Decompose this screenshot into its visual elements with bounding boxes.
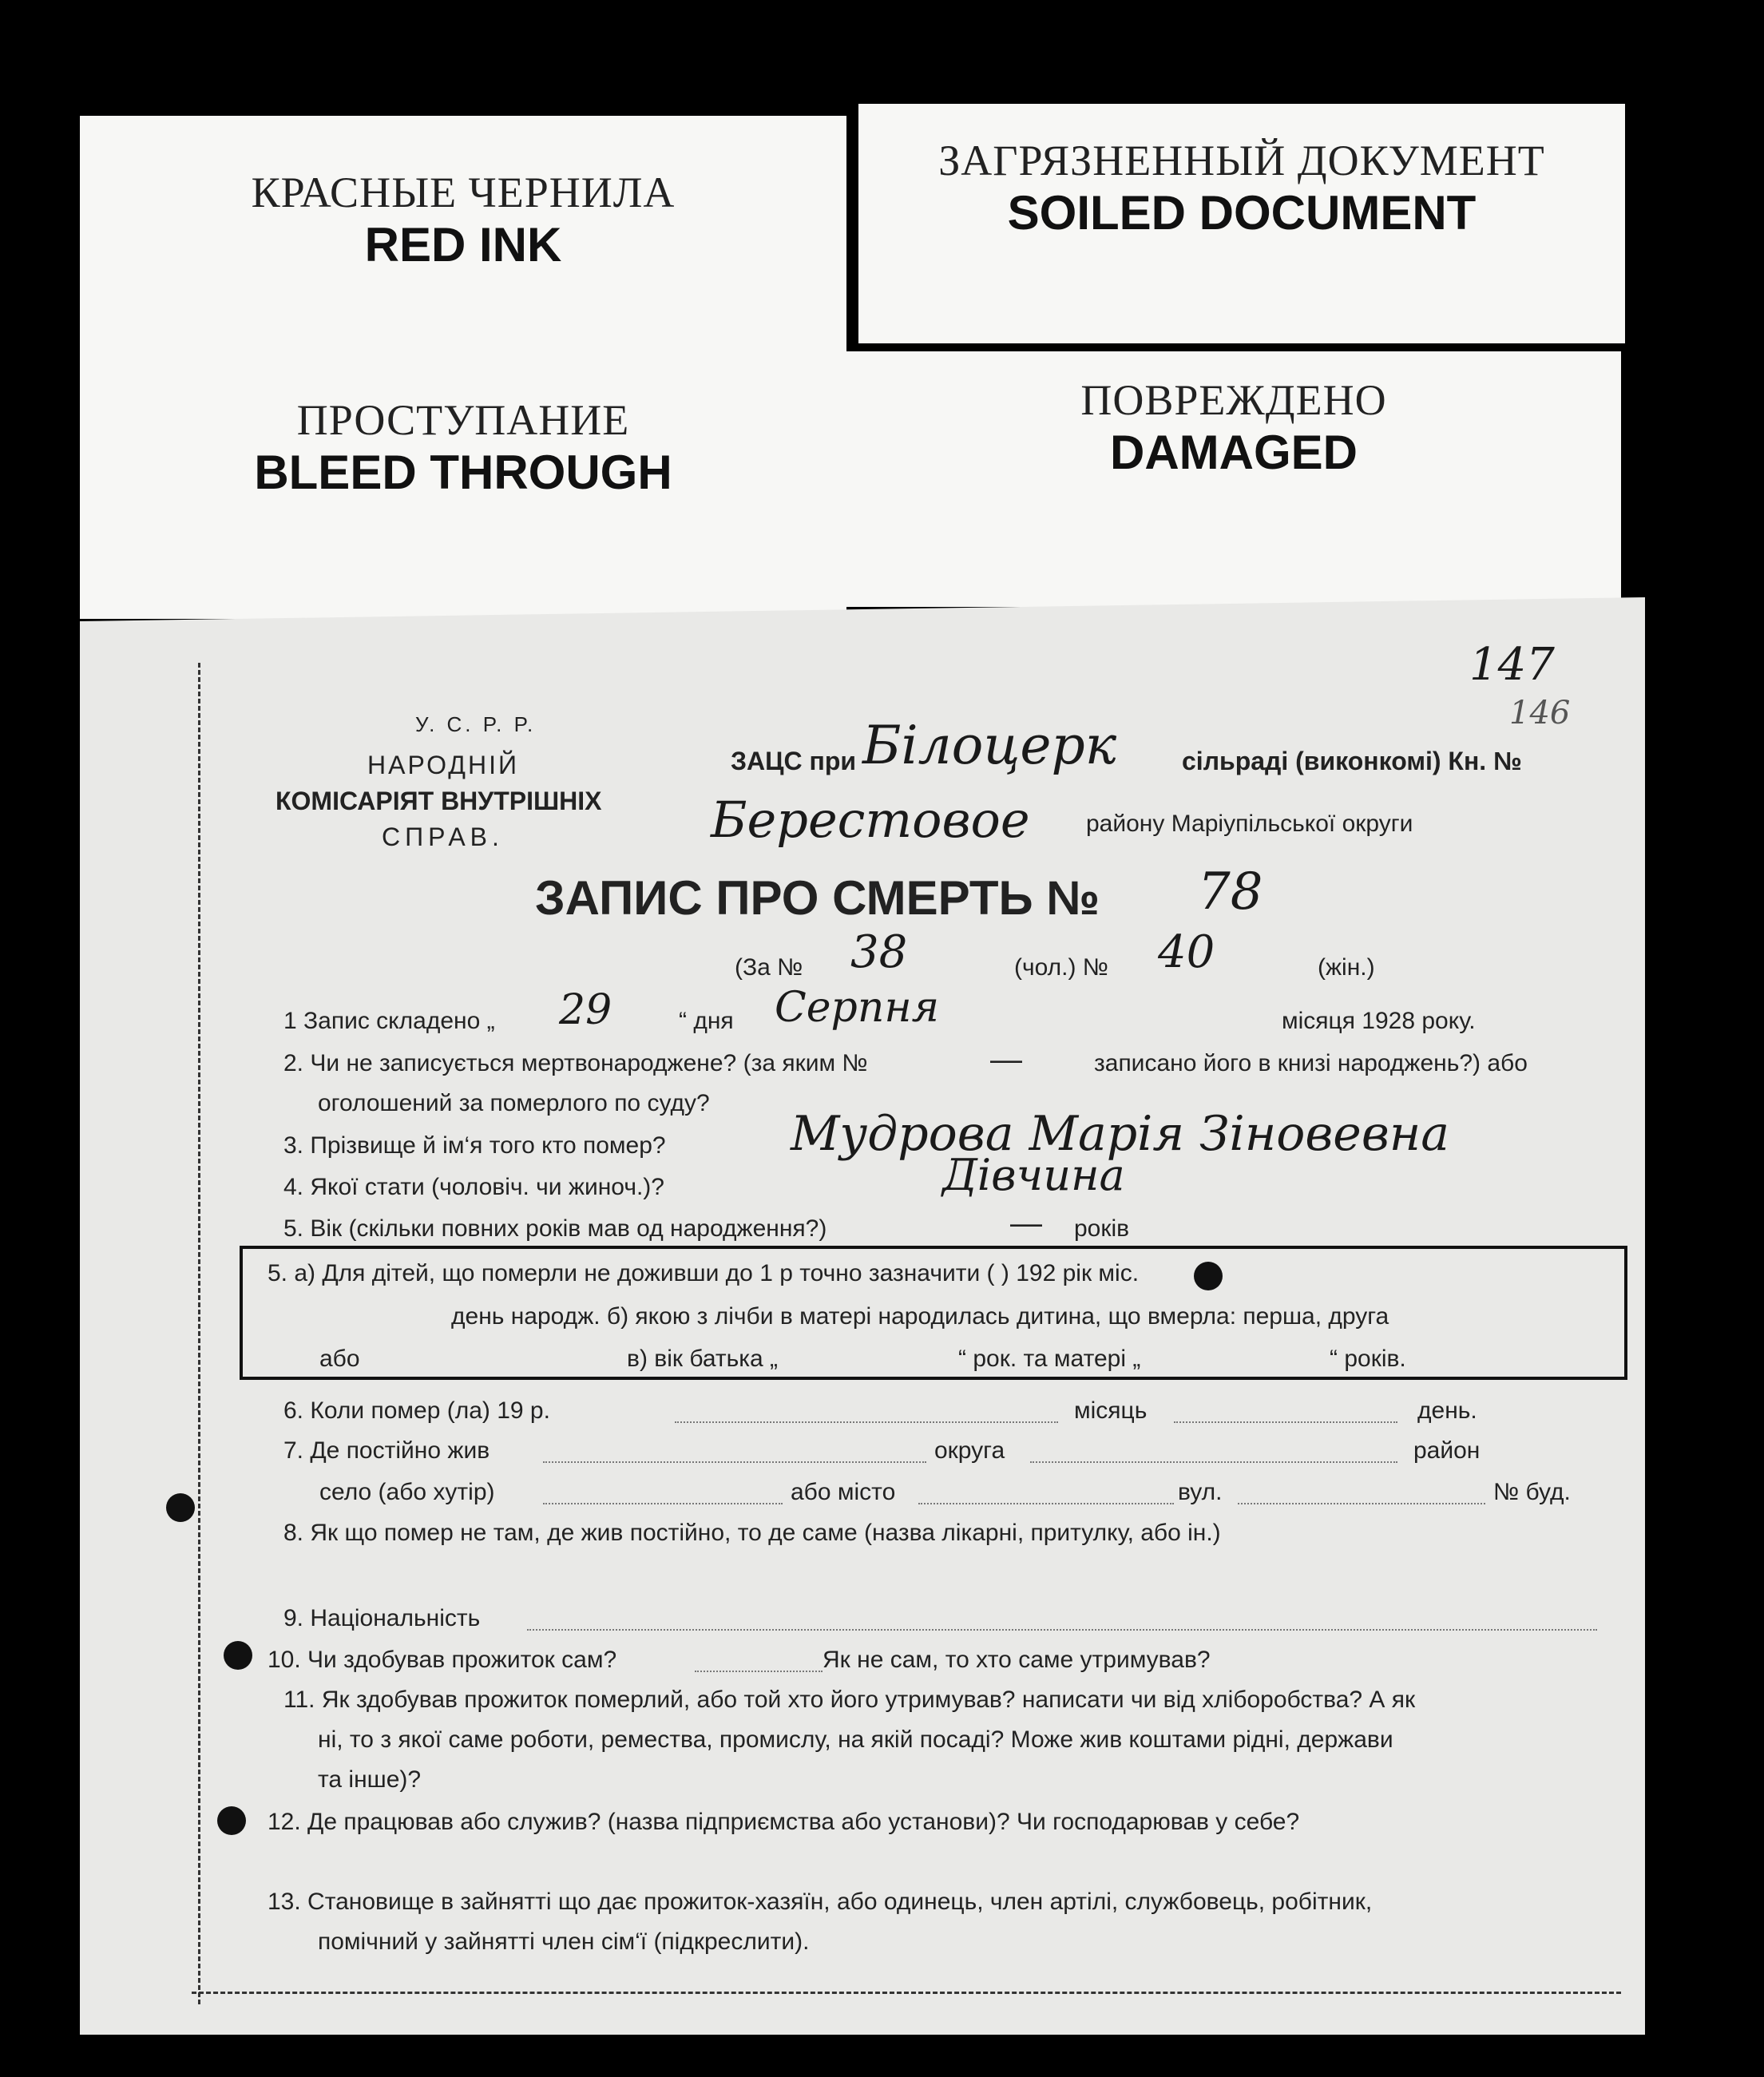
field-1-day: 29 bbox=[559, 986, 612, 1034]
chol-label: (чол.) № bbox=[1014, 954, 1108, 981]
field-6-day: день. bbox=[1417, 1397, 1477, 1424]
field-9: 9. Національність bbox=[283, 1605, 481, 1631]
field-5a-line-3b: в) вік батька „ bbox=[627, 1346, 779, 1372]
field-6-label: 6. Коли помер (ла) 19 р. bbox=[283, 1397, 550, 1424]
za-label: (За № bbox=[735, 954, 803, 981]
label-card-soiled bbox=[858, 104, 1625, 343]
male-number: 38 bbox=[850, 926, 908, 978]
field-5a-line-3a: або bbox=[319, 1346, 360, 1372]
field-4-label: 4. Якої стати (чоловіч. чи жиноч.)? bbox=[283, 1174, 664, 1200]
field-7-line-4 bbox=[918, 1503, 1174, 1504]
field-11-line-1: 11. Як здобував прожиток померлий, або той хто його утримував? написати чи від хліборобства? А як bbox=[283, 1687, 1416, 1713]
field-8: 8. Як що помер не там, де жив постійно, то де саме (назва лікарні, притулку, або ін.) bbox=[283, 1520, 1221, 1546]
field-5-value: — bbox=[1010, 1206, 1042, 1241]
field-7-bud: № буд. bbox=[1493, 1479, 1571, 1505]
field-7-line-1 bbox=[543, 1461, 926, 1463]
red-ink-label-ru: КРАСНЫЕ ЧЕРНИЛА bbox=[251, 168, 676, 216]
field-7-line-5 bbox=[1238, 1503, 1485, 1504]
field-10: 10. Чи здобував прожиток сам? bbox=[268, 1647, 617, 1673]
field-10b: Як не сам, то хто саме утримував? bbox=[823, 1647, 1211, 1673]
zhin-label: (жін.) bbox=[1318, 954, 1375, 981]
field-6-month: місяць bbox=[1074, 1397, 1148, 1424]
bleed-label-en: BLEED THROUGH bbox=[254, 446, 672, 499]
soiled-label-ru: ЗАГРЯЗНЕННЫЙ ДОКУМЕНТ bbox=[938, 137, 1545, 184]
field-2-line-2: оголошений за померлого по суду? bbox=[318, 1090, 710, 1116]
damaged-label-en: DAMAGED bbox=[1110, 426, 1358, 479]
field-3-label: 3. Прізвище й ім‘я того кто помер? bbox=[283, 1132, 666, 1159]
commissariat-line-2: КОМІСАРІЯТ ВНУТРІШНІХ bbox=[276, 787, 602, 815]
field-12: 12. Де працював або служив? (назва підприємства або установи)? Чи господарював у себе? bbox=[268, 1809, 1300, 1835]
zags-handwritten: Білоцерк bbox=[862, 715, 1117, 776]
field-5-label: 5. Вік (скільки повних років мав од народження?) bbox=[283, 1215, 827, 1242]
field-7-vul: вул. bbox=[1178, 1479, 1223, 1505]
field-13-line-2: помічний у зайнятті член сім‘ї (підкреслити). bbox=[318, 1928, 810, 1955]
field-5a-line-2: день народж. б) якою з лічби в матері народилась дитина, що вмерла: перша, друга bbox=[451, 1303, 1389, 1330]
damaged-label-ru: ПОВРЕЖДЕНО bbox=[1080, 376, 1387, 424]
punch-hole bbox=[217, 1806, 246, 1835]
red-ink-label-en: RED INK bbox=[364, 218, 562, 272]
punch-hole bbox=[166, 1493, 195, 1522]
field-7-label: 7. Де постійно жив bbox=[283, 1437, 490, 1464]
field-10-line bbox=[695, 1671, 823, 1672]
field-7-line-2 bbox=[1030, 1461, 1397, 1463]
perforation-line bbox=[198, 663, 200, 2004]
field-7-line-3 bbox=[543, 1503, 783, 1504]
bleed-label-ru: ПРОСТУПАНИЕ bbox=[296, 396, 630, 444]
field-5-suffix: років bbox=[1074, 1215, 1130, 1242]
field-7-okruha: округа bbox=[934, 1437, 1005, 1464]
label-card-red-ink bbox=[80, 116, 846, 363]
district-suffix: району Маріупільської округи bbox=[1086, 811, 1413, 837]
field-3-name-handwritten: Мудрова Марія Зіновевна bbox=[791, 1106, 1450, 1162]
page-number-handwritten: 147 bbox=[1469, 639, 1555, 691]
field-1-label: 1 Запис складено „ bbox=[283, 1008, 495, 1034]
field-6-line-2 bbox=[1174, 1421, 1397, 1423]
field-6-line bbox=[675, 1421, 1058, 1423]
label-card-bleed bbox=[80, 363, 846, 619]
field-9-line bbox=[527, 1629, 1597, 1631]
field-7-raion: район bbox=[1413, 1437, 1481, 1464]
field-7-selo: село (або хутір) bbox=[319, 1479, 495, 1505]
punch-hole bbox=[224, 1641, 252, 1670]
field-1-suffix: місяця 1928 року. bbox=[1282, 1008, 1476, 1034]
zags-suffix: сільраді (виконкомі) Кн. № bbox=[1182, 747, 1522, 775]
district-handwritten: Берестовое bbox=[711, 791, 1030, 849]
field-2-line-1: 2. Чи не записується мертвонароджене? (за яким № bbox=[283, 1050, 868, 1076]
soiled-label-en: SOILED DOCUMENT bbox=[1007, 186, 1477, 240]
field-7-misto: або місто bbox=[791, 1479, 896, 1505]
record-number: 78 bbox=[1198, 862, 1263, 922]
field-5a-line-1: 5. а) Для дітей, що померли не доживши до 1 р точно зазначити ( ) 192 рік міс. bbox=[268, 1260, 1140, 1286]
field-5a-line-3c: “ рок. та матері „ bbox=[958, 1346, 1141, 1372]
bottom-perforation-line bbox=[192, 1992, 1621, 1994]
ussr-heading: У. С. Р. Р. bbox=[415, 712, 537, 736]
field-13-line-1: 13. Становище в зайнятті що дає прожиток-хазяїн, або одинець, член артілі, службовець, робітник, bbox=[268, 1889, 1373, 1915]
field-11-line-2: ні, то з якої саме роботи, ремества, промислу, на якій посаді? Може жив коштами рідні, держави bbox=[318, 1726, 1393, 1753]
label-card-damaged bbox=[846, 351, 1621, 607]
field-2-line-1b: записано його в книзі народжень?) або bbox=[1094, 1050, 1528, 1076]
field-1-month: Серпня bbox=[775, 984, 940, 1032]
field-4-sex-handwritten: Дівчина bbox=[942, 1150, 1125, 1200]
record-title: ЗАПИС ПРО СМЕРТЬ № bbox=[535, 871, 1100, 925]
field-11-line-3: та інше)? bbox=[318, 1766, 422, 1793]
commissariat-line-3: СПРАВ. bbox=[382, 822, 504, 851]
female-number: 40 bbox=[1158, 926, 1215, 978]
zags-label: ЗАЦС при bbox=[731, 747, 857, 775]
field-1-dnya: “ дня bbox=[679, 1008, 734, 1034]
field-5a-line-3d: “ років. bbox=[1330, 1346, 1406, 1372]
field-2-dash: — bbox=[990, 1042, 1022, 1077]
page-number-old-handwritten: 146 bbox=[1509, 695, 1571, 731]
commissariat-line-1: НАРОДНІЙ bbox=[367, 751, 519, 779]
